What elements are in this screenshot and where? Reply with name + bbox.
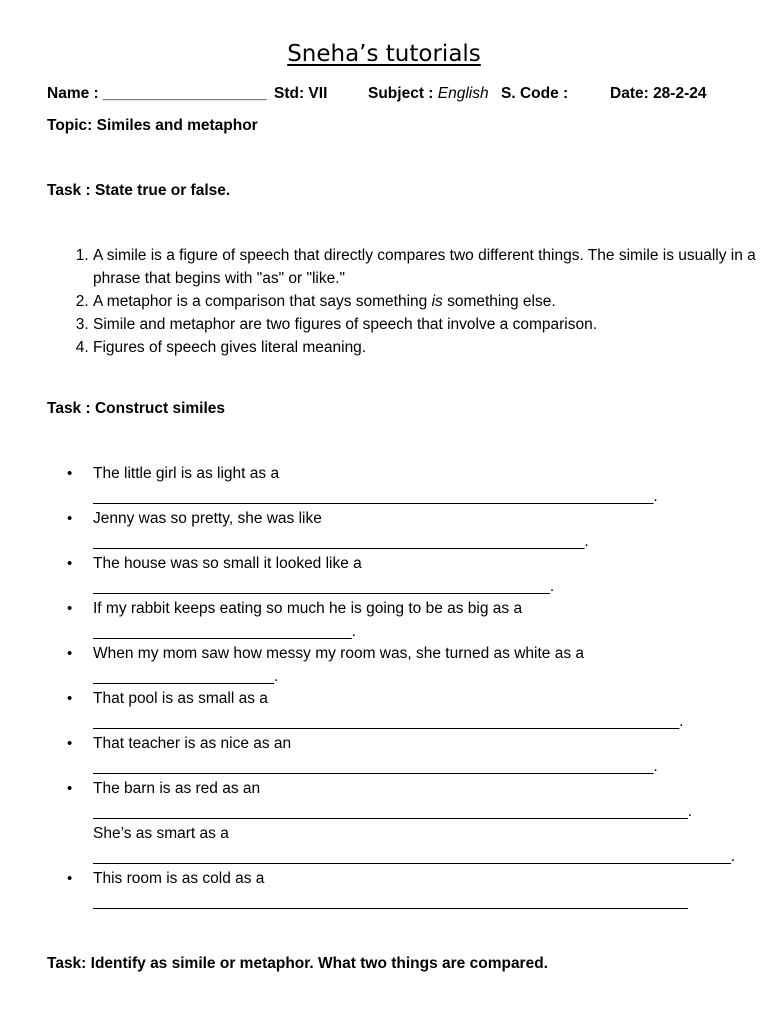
- task2-heading: Task : Construct similes: [47, 400, 226, 417]
- list-item: [93, 313, 768, 336]
- list-item: [93, 290, 768, 313]
- list-item: [93, 336, 768, 359]
- item-text: A simile is a figure of speech that directly compares two different things. The simile is usually in a phrase that begins with "as" or "like.": [93, 247, 756, 287]
- bullet-icon: •: [67, 690, 73, 707]
- simile-prompt: When my mom saw how messy my room was, she turned as white as a: [93, 645, 584, 662]
- bullet-icon: •: [67, 645, 73, 662]
- simile-prompt: If my rabbit keeps eating so much he is going to be as big as a: [93, 600, 523, 617]
- task1-heading: Task : State true or false.: [47, 182, 231, 199]
- item-italic: is: [431, 293, 443, 310]
- list-item: [47, 868, 737, 913]
- list-item: [47, 463, 737, 508]
- simile-prompt: That teacher is as nice as an: [93, 735, 292, 752]
- bullet-icon: •: [67, 555, 73, 572]
- item-text: A metaphor is a comparison that says something: [93, 293, 432, 310]
- bullet-icon: •: [67, 510, 73, 527]
- list-item: [93, 244, 768, 290]
- topic-line: Topic: Similes and metaphor: [47, 117, 258, 134]
- task3-heading: Task: Identify as simile or metaphor. What two things are compared.: [47, 955, 548, 972]
- list-item: [47, 823, 737, 868]
- answer-blank: _________________________________________________________________.: [93, 487, 658, 505]
- item-text: Simile and metaphor are two figures of speech that involve a comparison.: [93, 316, 598, 333]
- simile-prompt: The little girl is as light as a: [93, 465, 280, 482]
- bullet-icon: •: [67, 780, 73, 797]
- simile-prompt: Jenny was so pretty, she was like: [93, 510, 322, 527]
- similes-list: [47, 463, 737, 913]
- bullet-icon: •: [67, 870, 73, 887]
- bullet-icon: •: [67, 735, 73, 752]
- list-item: [47, 553, 737, 598]
- page-title: Sneha’s tutorials: [287, 41, 481, 67]
- answer-blank: _________________________________________________________________.: [93, 757, 658, 775]
- answer-blank: _____________________________________________________________________.: [93, 802, 693, 820]
- simile-prompt: That pool is as small as a: [93, 690, 268, 707]
- list-item: [47, 598, 737, 643]
- list-item: [47, 778, 737, 823]
- simile-prompt: She’s as smart as a: [93, 825, 229, 842]
- scode-field: S. Code :: [501, 85, 569, 102]
- list-item: [47, 643, 737, 688]
- answer-blank: _____________________________________________________________________: [93, 892, 688, 910]
- simile-prompt: The house was so small it looked like a: [93, 555, 362, 572]
- answer-blank: _____________________.: [93, 667, 279, 685]
- bullet-icon: •: [67, 465, 73, 482]
- item-text-end: something else.: [442, 293, 556, 310]
- answer-blank: ______________________________.: [93, 622, 356, 640]
- name-field: Name : ___________________: [47, 85, 267, 102]
- item-text: Figures of speech gives literal meaning.: [93, 339, 367, 356]
- answer-blank: __________________________________________________________________________.: [93, 847, 736, 865]
- simile-prompt: The barn is as red as an: [93, 780, 261, 797]
- list-item: [47, 508, 737, 553]
- answer-blank: ____________________________________________________________________.: [93, 712, 684, 730]
- true-false-list: [47, 244, 768, 359]
- answer-blank: _________________________________________________________.: [93, 532, 589, 550]
- subject-label: Subject :: [368, 85, 434, 102]
- std-field: Std: VII: [274, 85, 328, 102]
- date-field: Date: 28-2-24: [610, 85, 707, 102]
- bullet-icon: •: [67, 600, 73, 617]
- subject-field: [368, 85, 489, 103]
- subject-value: English: [437, 85, 489, 102]
- list-item: [47, 688, 737, 733]
- simile-prompt: This room is as cold as a: [93, 870, 265, 887]
- list-item: [47, 733, 737, 778]
- answer-blank: _____________________________________________________.: [93, 577, 555, 595]
